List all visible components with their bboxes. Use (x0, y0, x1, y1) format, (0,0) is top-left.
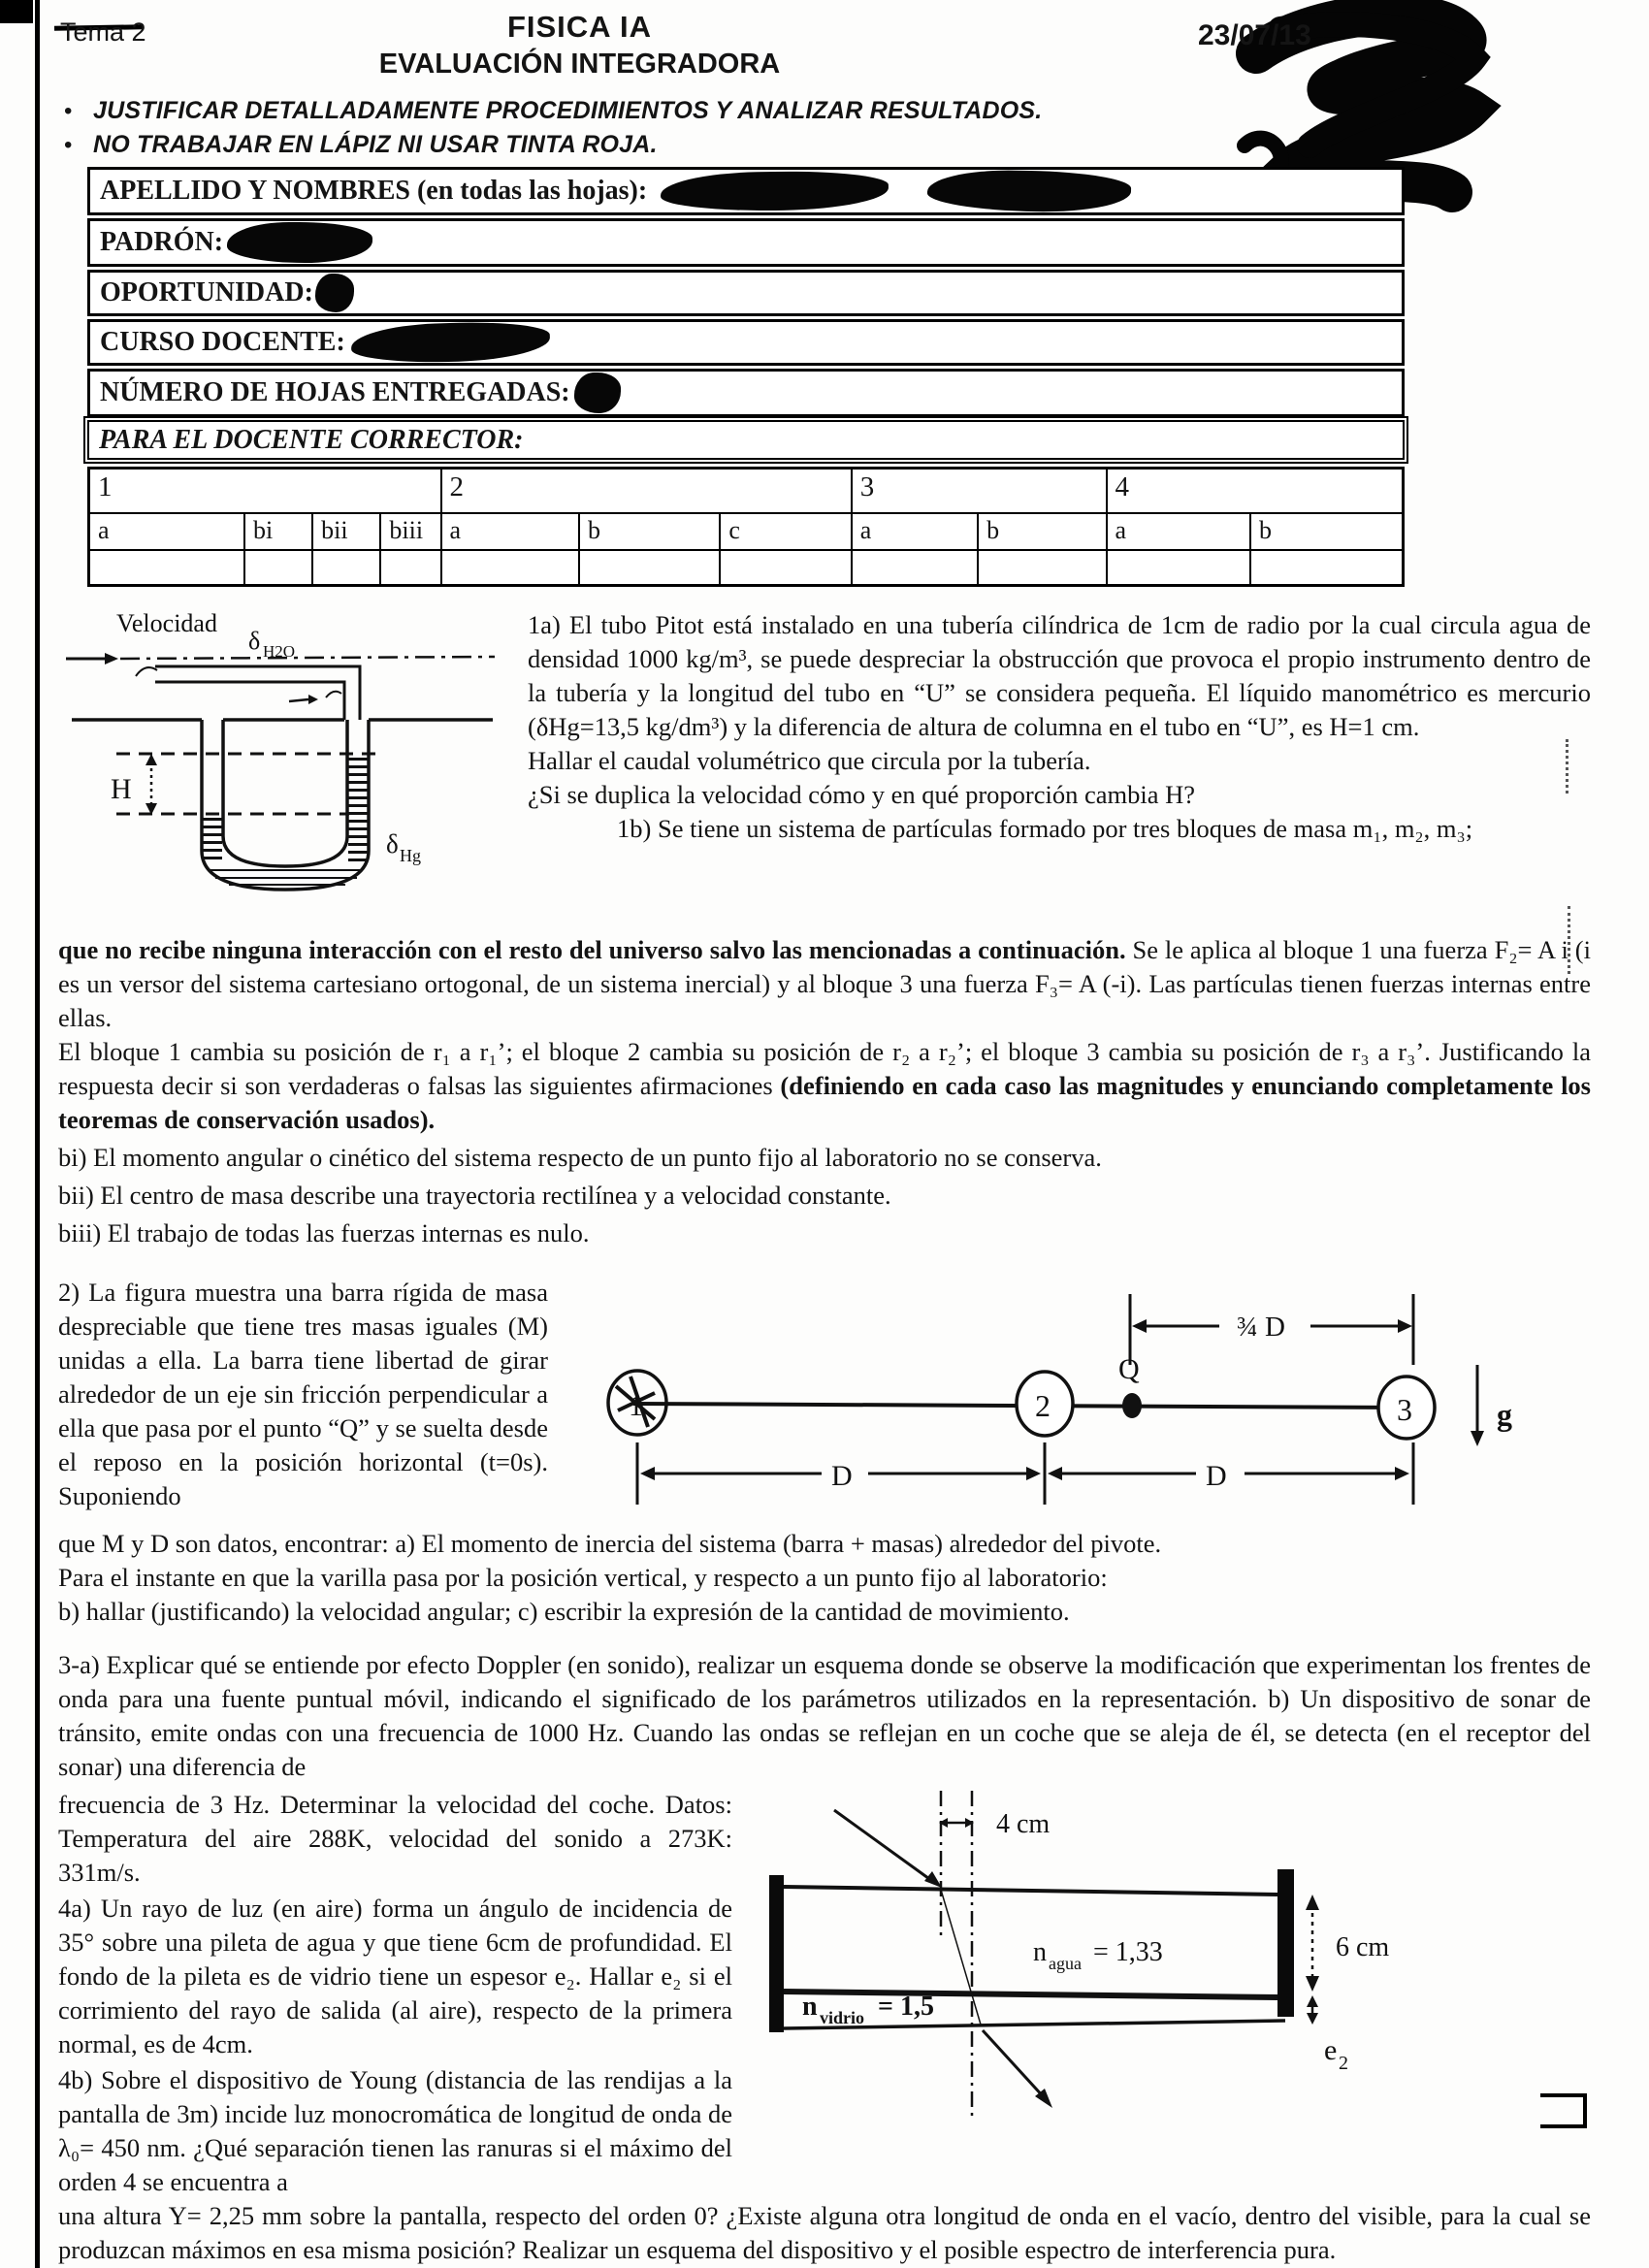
oportunidad-label: OPORTUNIDAD: (100, 277, 313, 308)
q1b-paragraph (58, 933, 1591, 1035)
dim-arrow-icon (1306, 1976, 1319, 1992)
delta-water-label: δ (248, 627, 261, 655)
pitot-diagram (58, 608, 514, 933)
redacted-curso (350, 319, 550, 365)
grading-sub: bi (244, 513, 312, 550)
q2-paragraph: que M y D son datos, encontrar: a) El momento de inercia del sistema (barra + masas) alrededor del pivote. (58, 1529, 1162, 1558)
dim-d-right: D (1206, 1460, 1227, 1492)
form-row-apellido (87, 167, 1405, 215)
grading-sub: c (720, 513, 851, 550)
q2-paragraph: Para el instante en que la varilla pasa por la posición vertical, y respecto a un punto fijo al laboratorio: (58, 1563, 1108, 1592)
incident-ray-arrow-icon (924, 1871, 942, 1888)
header (58, 10, 1591, 93)
dim-arrow-icon (1307, 2013, 1318, 2025)
grading-score-cell (579, 550, 720, 586)
grading-q3: 3 (852, 469, 1107, 514)
page-title: FISICA IA (506, 10, 653, 44)
grading-q4: 4 (1107, 469, 1404, 514)
question-2-continuation (58, 1527, 1591, 1629)
instructions (64, 97, 1591, 159)
redacted-hojas (574, 373, 621, 413)
q1a-paragraph: 1a) El tubo Pitot está instalado en una tubería cilíndrica de 1cm de radio por la cual circula agua de densidad 1000 kg/m³, se puede despreciar la obstrucción que provoca el propio instrumento dentro de la tubería y la longitud del tubo en “U” se considera pequeña. El líquido manométrico es mercurio (δHg=13,5 kg/dm³) y la diferencia de altura de columna en el tubo en “U”, es H=1 cm. (528, 610, 1591, 741)
bar-diagram (548, 1276, 1591, 1527)
q2-paragraph: b) hallar (justificando) la velocidad angular; c) escribir la expresión de la cantidad de movimiento. (58, 1597, 1070, 1626)
mass3-label: 3 (1397, 1392, 1412, 1427)
redacted-oportunidad (315, 274, 354, 312)
instruction-item (64, 131, 1591, 159)
question-1a-text (514, 608, 1591, 933)
grading-sub: a (89, 513, 244, 550)
e2-label: e (1324, 2034, 1338, 2066)
n-water-label: n (1033, 1937, 1047, 1967)
q3-paragraph: 3-a) Explicar qué se entiende por efecto Doppler (en sonido), realizar un esquema donde se observe la modificación que experimentan los frentes de onda para una fuente puntual móvil, indicando el significado de los parámetros utilizados en la representación. b) Un dispositivo de sonar de tránsito, emite ondas con una frecuencia de 1000 Hz. Cuando las ondas se reflejan en un coche que se aleja de él, se detecta (en el receptor del sonar) una diferencia de (58, 1650, 1591, 1781)
grading-score-cell (720, 550, 851, 586)
grading-sub: a (852, 513, 978, 550)
redacted-padron (227, 222, 372, 263)
grading-score-cell (852, 550, 978, 586)
n-water-sub: agua (1049, 1954, 1082, 1973)
dim-arrow-icon (1048, 1467, 1062, 1480)
inlet-arrow-icon (308, 695, 318, 704)
form-row-curso (87, 319, 1405, 366)
instruction-item (64, 97, 1591, 125)
question-1b-section (58, 933, 1591, 1250)
q1b-bold-text: (definiendo en cada caso las magnitudes y enunciando completamente los teoremas de conservación usados). (58, 1071, 1591, 1134)
form-row-oportunidad (87, 270, 1405, 316)
scan-corner-mark (0, 0, 33, 23)
statement-bi: bi) El momento angular o cinético del sistema respecto de un punto fijo al laboratorio no se conserva. (58, 1143, 1102, 1172)
q1b-paragraph (58, 1035, 1591, 1137)
grading-sub: a (441, 513, 579, 550)
flow-arrow-icon (105, 653, 118, 664)
grading-score-cell (89, 550, 244, 586)
dim-arrow-icon (1307, 1995, 1318, 2007)
delta-water-sub: H2O (263, 642, 296, 661)
question-1a-section (58, 608, 1591, 933)
bullet-icon: • (64, 132, 73, 158)
grading-sub: bii (312, 513, 380, 550)
q4b-paragraph: 4b) Sobre el dispositivo de Young (distancia de las rendijas a la pantalla de 3m) incide luz monocromática de longitud de onda de λ₀= 450 nm. ¿Qué separación tienen las ranuras si el máximo del orden 4 se encuentra a (58, 2065, 732, 2196)
grading-q1: 1 (89, 469, 441, 514)
grading-score-cell (1250, 550, 1404, 586)
redacted-name (661, 170, 889, 212)
bullet-icon: • (64, 98, 73, 124)
page-subtitle: EVALUACIÓN INTEGRADORA (378, 49, 781, 80)
dim-arrow-icon (1132, 1319, 1147, 1333)
q1b-intro: 1b) Se tiene un sistema de partículas formado por tres bloques de masa m₁, m₂, m₃; (617, 814, 1473, 843)
n-glass-label: n (802, 1992, 818, 2022)
grading-score-cell (244, 550, 312, 586)
dim-arrow-icon (1026, 1467, 1041, 1480)
redacted-name (927, 169, 1132, 213)
delta-hg-sub: Hg (400, 846, 421, 865)
grading-sub: b (579, 513, 720, 550)
statement-biii: biii) El trabajo de todas las fuerzas internas es nulo. (58, 1218, 590, 1247)
grading-sub: b (1250, 513, 1404, 550)
q4b-paragraph: una altura Y= 2,25 mm sobre la pantalla, respecto del orden 0? ¿Existe alguna otra longitud de onda en el vacío, dentro del visible, para la cual se produzcan máximos en esa misma posición? Realizar un esquema del dispositivo y el posible espectro de interferencia pura. (58, 2201, 1591, 2264)
corrector-label: PARA EL DOCENTE CORRECTOR: (99, 424, 524, 455)
question-3-section (58, 1648, 1591, 1784)
question-2-section (58, 1276, 1591, 1527)
hojas-label: NÚMERO DE HOJAS ENTREGADAS: (100, 377, 570, 407)
dim-arrow-icon (146, 754, 157, 765)
n-glass-value: = 1,5 (878, 1992, 934, 2022)
q1b-statements (58, 1141, 1591, 1250)
dim-d-left: D (831, 1460, 853, 1492)
scan-left-edge-line (35, 0, 40, 2268)
dim-three-quarter-d: ¾ D (1237, 1312, 1285, 1343)
n-water-value: = 1,33 (1093, 1937, 1163, 1967)
exam-date: 23/07/13 (1198, 19, 1311, 51)
grading-sub: a (1107, 513, 1250, 550)
velocidad-label: Velocidad (116, 609, 217, 637)
mass1-label: 1 (629, 1390, 643, 1422)
question-4-section (58, 1786, 1591, 2199)
instruction-text: NO TRABAJAR EN LÁPIZ NI USAR TINTA ROJA. (93, 131, 658, 158)
grading-score-cell (312, 550, 380, 586)
mass2-label: 2 (1035, 1388, 1051, 1423)
grading-q2: 2 (441, 469, 852, 514)
form-row-hojas (87, 369, 1405, 417)
dim-arrow-icon (1395, 1467, 1409, 1480)
h-dimension-label: H (111, 773, 132, 805)
grading-score-cell (978, 550, 1106, 586)
grading-table (87, 467, 1405, 587)
q1b-text: El bloque 1 cambia su posición de r₁ a r₁’; el bloque 2 cambia su posición de r₂ a r₂’; el bloque 3 cambia su posición de r₃ a r₃’. Justificando la respuesta decir si son verdaderas o falsas las siguientes afirmaciones (58, 1037, 1591, 1100)
apellido-label: APELLIDO Y NOMBRES (en todas las hojas): (100, 176, 648, 206)
grading-score-cell (380, 550, 440, 586)
form-row-padron (87, 218, 1405, 267)
n-glass-sub: vidrio (820, 2008, 865, 2027)
student-form (87, 167, 1405, 460)
dim-4cm-label: 4 cm (996, 1809, 1051, 1839)
grading-question-row (89, 469, 1404, 514)
delta-hg-label: δ (386, 829, 399, 859)
gravity-label: g (1497, 1397, 1512, 1432)
scan-bracket-mark (1540, 2093, 1587, 2128)
grading-score-cell (1107, 550, 1250, 586)
grading-score-row (89, 550, 1404, 586)
dim-6cm-label: 6 cm (1336, 1932, 1390, 1962)
e2-sub: 2 (1339, 2053, 1348, 2074)
question-4-continuation (58, 2199, 1591, 2267)
instruction-text: JUSTIFICAR DETALLADAMENTE PROCEDIMIENTOS Y ANALIZAR RESULTADOS. (93, 97, 1043, 124)
pivot-label: Q (1118, 1353, 1140, 1385)
curso-label: CURSO DOCENTE: (100, 327, 345, 357)
q4a-paragraph: 4a) Un rayo de luz (en aire) forma un ángulo de incidencia de 35° sobre una pileta de agua y que tiene 6cm de profundidad. El fondo de la pileta es de vidrio tiene un espesor e₂. Hallar e₂ si el corrimiento del rayo de salida (al aire), respecto de la primera normal, es de 4cm. (58, 1894, 732, 2058)
question-4-text (58, 1786, 732, 2199)
grading-sub: biii (380, 513, 440, 550)
q3-data-paragraph: frecuencia de 3 Hz. Determinar la velocidad del coche. Datos: Temperatura del aire 288K, velocidad del sonido a 273K: 331m/s. (58, 1790, 732, 1887)
q1b-text: Se le aplica al bloque 1 una fuerza F₂= A i (i es un versor del sistema cartesiano ortogonal, de un sistema inercial) y al bloque 3 una fuerza F₃= A (-i). Las partículas tienen fuerzas internas entre ellas. (58, 935, 1591, 1032)
q1a-paragraph: ¿Si se duplica la velocidad cómo y en qué proporción cambia H? (528, 780, 1196, 809)
q2-paragraph: 2) La figura muestra una barra rígida de masa despreciable que tiene tres masas iguales (M) unidas a ella. La barra tiene libertad de girar alrededor de un eje sin fricción perpendicular a ella que pasa por el punto “Q” y se suelta desde el reposo en la posición horizontal (t=0s). Suponiendo (58, 1278, 548, 1510)
padron-label: PADRÓN: (100, 227, 224, 257)
grading-subitem-row (89, 513, 1404, 550)
gravity-arrow-icon (1471, 1431, 1484, 1446)
dim-arrow-icon (1398, 1319, 1412, 1333)
tema-label: Tema 2 (60, 17, 146, 47)
dim-arrow-icon (1306, 1895, 1319, 1910)
title-block (58, 10, 1101, 81)
statement-bii: bii) El centro de masa describe una trayectoria rectilínea y a velocidad constante. (58, 1181, 891, 1210)
grading-score-cell (441, 550, 579, 586)
grading-sub: b (978, 513, 1106, 550)
pool-diagram (732, 1786, 1591, 2199)
q1b-bold-text: que no recibe ninguna interacción con el resto del universo salvo las mencionadas a continuación. (58, 935, 1126, 964)
question-2-text (58, 1276, 548, 1527)
dim-arrow-icon (640, 1467, 655, 1480)
form-row-corrector (87, 420, 1405, 460)
q1a-paragraph: Hallar el caudal volumétrico que circula por la tubería. (528, 746, 1091, 775)
